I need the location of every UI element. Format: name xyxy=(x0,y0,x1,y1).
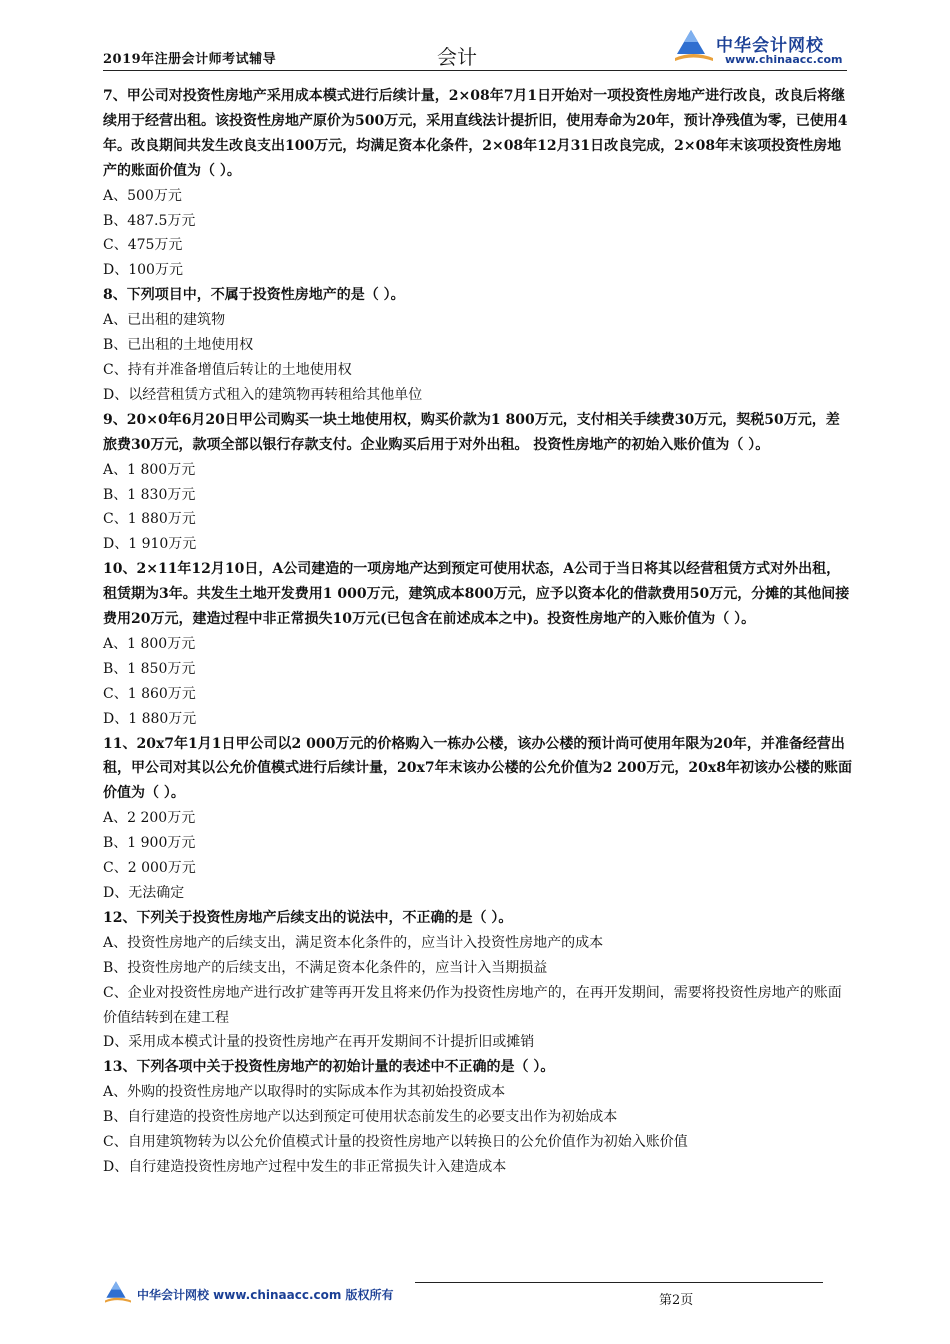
footer-logo-icon xyxy=(103,1280,133,1306)
answer-option: D、以经营租赁方式租入的建筑物再转租给其他单位 xyxy=(103,386,423,403)
question-13 xyxy=(103,1055,853,1180)
page-footer xyxy=(103,1276,823,1316)
answer-option: B、投资性房地产的后续支出，不满足资本化条件的，应当计入当期损益 xyxy=(103,959,548,976)
header-subject: 会计 xyxy=(437,45,477,69)
answer-option: A、1 800万元 xyxy=(103,635,196,652)
answer-option: B、已出租的土地使用权 xyxy=(103,337,254,354)
answer-option: A、1 800万元 xyxy=(103,461,196,478)
question-11 xyxy=(103,732,853,906)
answer-option: C、475万元 xyxy=(103,237,183,254)
question-stem: 13、下列各项中关于投资性房地产的初始计量的表述中不正确的是（ ）。 xyxy=(103,1059,555,1076)
answer-option: A、外购的投资性房地产以取得时的实际成本作为其初始投资成本 xyxy=(103,1084,506,1101)
footer-copyright: 中华会计网校 www.chinaacc.com 版权所有 xyxy=(137,1288,394,1302)
answer-option: A、2 200万元 xyxy=(103,810,196,827)
header-subtitle: 2019年注册会计师考试辅导 xyxy=(103,52,277,67)
answer-option: A、投资性房地产的后续支出，满足资本化条件的，应当计入投资性房地产的成本 xyxy=(103,934,604,951)
footer-divider xyxy=(415,1282,823,1283)
answer-option: D、100万元 xyxy=(103,262,183,279)
page-number: 第2页 xyxy=(659,1293,694,1308)
answer-option: B、1 900万元 xyxy=(103,835,196,852)
question-12 xyxy=(103,906,853,1055)
answer-option: C、1 880万元 xyxy=(103,511,196,528)
question-stem: 9、20×0年6月20日甲公司购买一块土地使用权，购买价款为1 800万元，支付相关手续费30万元，契税50万元，差旅费30万元，款项全部以银行存款支付。企业购买后用于对外出租。 投资性房地产的初始入账价值为（ ）。 xyxy=(103,411,840,453)
answer-option: A、已出租的建筑物 xyxy=(103,312,226,329)
logo-icon xyxy=(673,28,715,66)
question-10 xyxy=(103,557,853,731)
header-logo xyxy=(673,28,853,68)
answer-option: C、1 860万元 xyxy=(103,685,196,702)
answer-option: B、487.5万元 xyxy=(103,212,196,229)
answer-option: B、1 850万元 xyxy=(103,660,196,677)
question-8 xyxy=(103,283,853,408)
question-list xyxy=(103,84,853,1180)
answer-option: D、1 910万元 xyxy=(103,536,197,553)
question-stem: 11、20x7年1月1日甲公司以2 000万元的价格购入一栋办公楼，该办公楼的预计尚可使用年限为20年，并准备经营出租，甲公司对其以公允价值模式进行后续计量，20x7年末该办公楼的公允价值为2 200万元，20x8年初该办公楼的账面价值为（ ）。 xyxy=(103,735,852,802)
answer-option: C、持有并准备增值后转让的土地使用权 xyxy=(103,361,352,378)
answer-option: D、1 880万元 xyxy=(103,710,197,727)
question-stem: 10、2×11年12月10日，A公司建造的一项房地产达到预定可使用状态，A公司于当日将其以经营租赁方式对外出租，租赁期为3年。共发生土地开发费用1 000万元，建筑成本800万元，应予以资本化的借款费用50万元，分摊的其他间接费用20万元，建造过程中非正常损失10万元(已包含在前述成本之中)。投资性房地产的入账价值为（ ）。 xyxy=(103,561,850,628)
answer-option: D、采用成本模式计量的投资性房地产在再开发期间不计提折旧或摊销 xyxy=(103,1034,535,1051)
question-9 xyxy=(103,408,853,557)
answer-option: D、自行建造投资性房地产过程中发生的非正常损失计入建造成本 xyxy=(103,1158,507,1175)
logo-url: www.chinaacc.com xyxy=(725,53,843,66)
page-header xyxy=(103,30,847,74)
answer-option: B、自行建造的投资性房地产以达到预定可使用状态前发生的必要支出作为初始成本 xyxy=(103,1109,618,1126)
question-stem: 8、下列项目中，不属于投资性房地产的是（ ）。 xyxy=(103,287,405,304)
header-divider xyxy=(103,70,847,71)
answer-option: C、企业对投资性房地产进行改扩建等再开发且将来仍作为投资性房地产的，在再开发期间，需要将投资性房地产的账面价值结转到在建工程 xyxy=(103,984,842,1026)
answer-option: D、无法确定 xyxy=(103,885,185,901)
answer-option: A、500万元 xyxy=(103,187,182,204)
question-7 xyxy=(103,84,853,283)
question-stem: 7、甲公司对投资性房地产采用成本模式进行后续计量，2×08年7月1日开始对一项投资性房地产进行改良，改良后将继续用于经营出租。该投资性房地产原价为500万元，采用直线法计提折旧，使用寿命为20年，预计净残值为零，已使用4年。改良期间共发生改良支出100万元，均满足资本化条件，2×08年12月31日改良完成，2×08年末该项投资性房地产的账面价值为（ ）。 xyxy=(103,88,848,179)
answer-option: C、自用建筑物转为以公允价值模式计量的投资性房地产以转换日的公允价值作为初始入账价值 xyxy=(103,1134,688,1151)
question-stem: 12、下列关于投资性房地产后续支出的说法中，不正确的是（ ）。 xyxy=(103,909,513,926)
logo-brand-name: 中华会计网校 xyxy=(716,36,824,56)
answer-option: B、1 830万元 xyxy=(103,486,196,503)
answer-option: C、2 000万元 xyxy=(103,860,196,877)
